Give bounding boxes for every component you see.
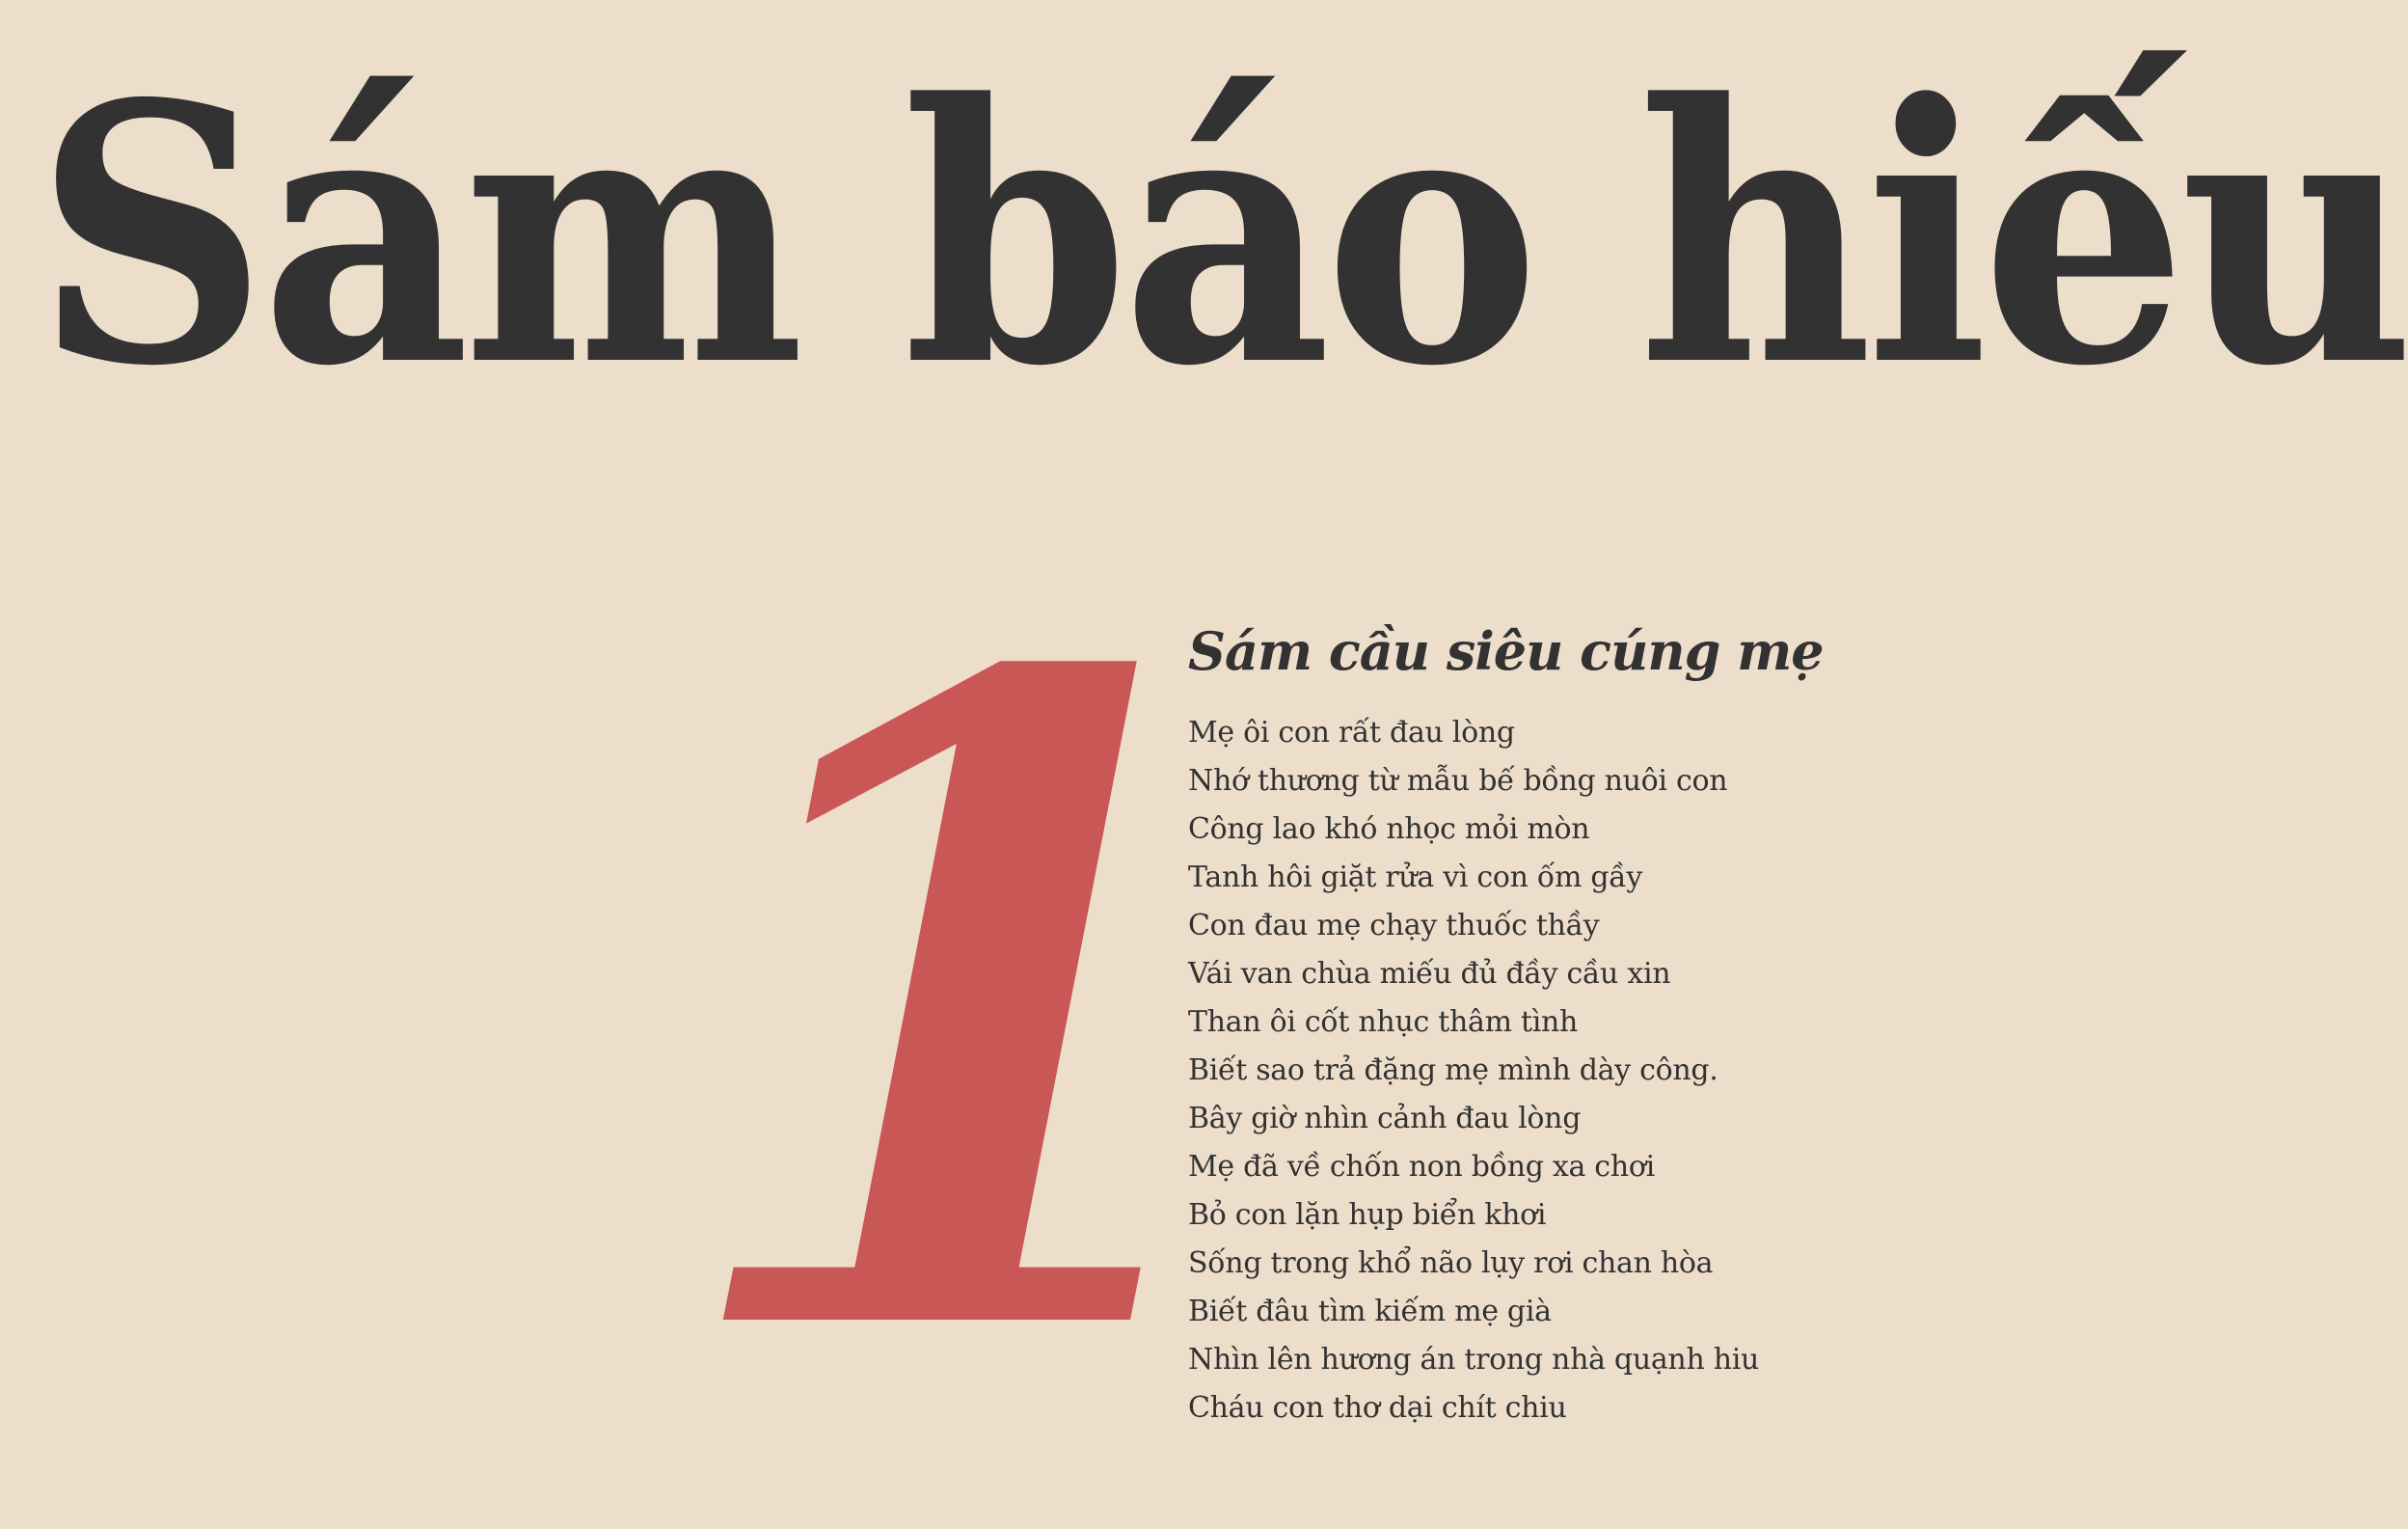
poem-line: Vái van chùa miếu đủ đầy cầu xin xyxy=(1188,957,1671,992)
page-title: Sám báo hiếu xyxy=(35,26,2408,444)
poem-title: Sám cầu siêu cúng mẹ xyxy=(1188,620,1824,682)
poem-line: Con đau mẹ chạy thuốc thầy xyxy=(1188,909,1600,943)
poem-line: Mẹ ôi con rất đau lòng xyxy=(1188,716,1515,751)
poem-line: Biết sao trả đặng mẹ mình dày công. xyxy=(1188,1053,1718,1088)
poem-line: Bây giờ nhìn cảnh đau lòng xyxy=(1188,1102,1582,1136)
poem-line: Than ôi cốt nhục thâm tình xyxy=(1188,1005,1579,1040)
poem-line: Tanh hôi giặt rửa vì con ốm gầy xyxy=(1188,860,1642,895)
poem-line: Bỏ con lặn hụp biển khơi xyxy=(1188,1198,1547,1233)
poem-line: Sống trong khổ não lụy rơi chan hòa xyxy=(1188,1246,1714,1281)
poem-section xyxy=(1188,620,2056,1433)
poem-line: Cháu con thơ dại chít chiu xyxy=(1188,1391,1567,1426)
poem-lines xyxy=(1188,709,2056,1433)
poem-line: Nhìn lên hương án trong nhà quạnh hiu xyxy=(1188,1343,1760,1378)
poem-line: Công lao khó nhọc mỏi mòn xyxy=(1188,812,1590,847)
poem-line: Mẹ đã về chốn non bồng xa chơi xyxy=(1188,1150,1655,1185)
poem-line: Nhớ thương từ mẫu bế bồng nuôi con xyxy=(1188,764,1728,799)
poem-line: Biết đâu tìm kiếm mẹ già xyxy=(1188,1295,1552,1329)
chapter-number: 1 xyxy=(665,486,1284,1529)
